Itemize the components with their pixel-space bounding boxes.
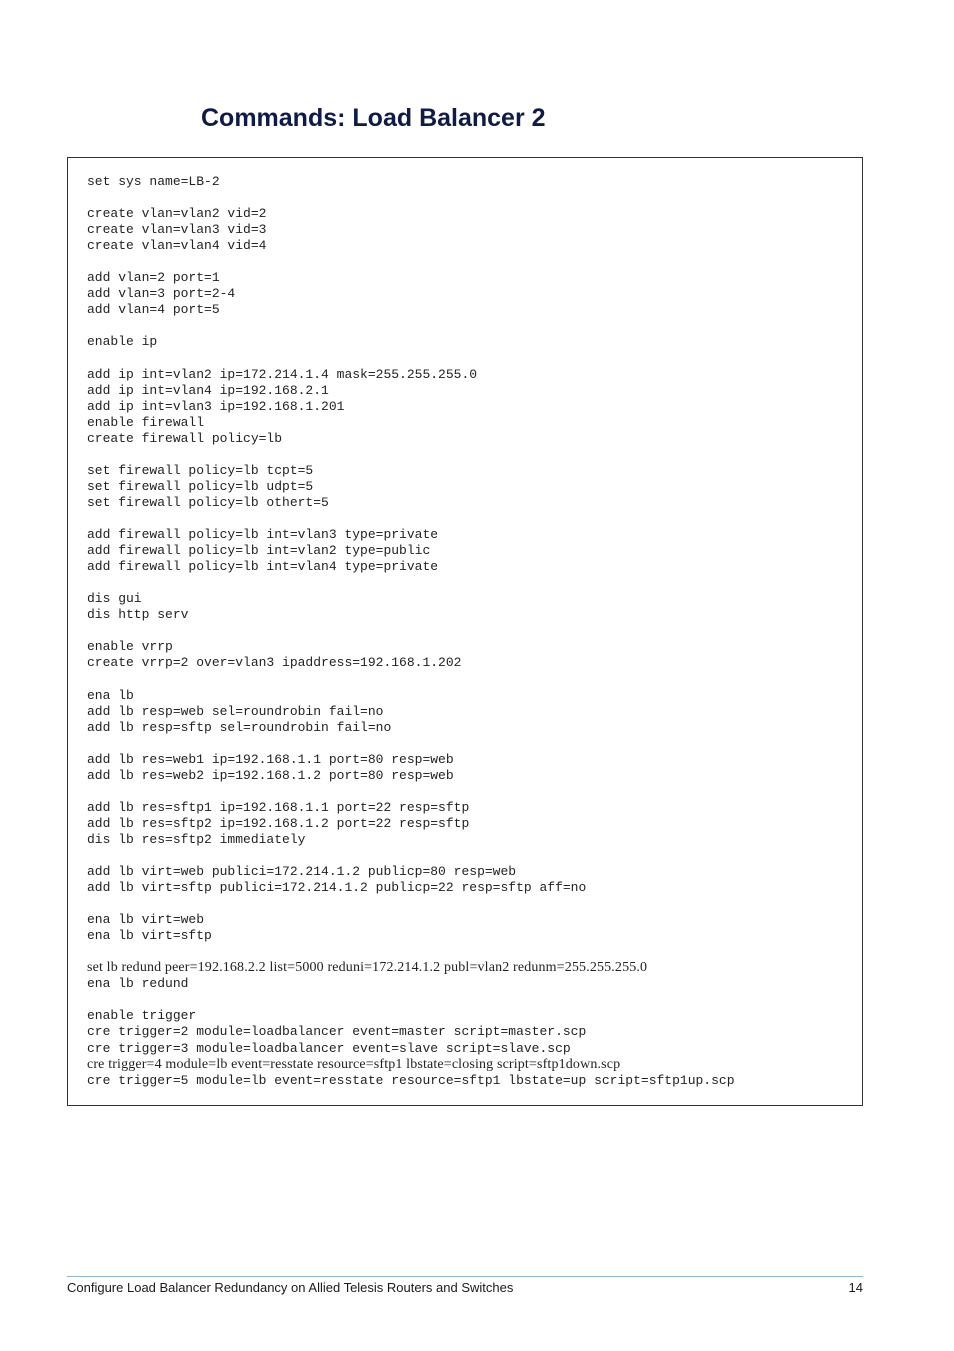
code-line: ena lb bbox=[87, 687, 134, 703]
command-listing-box bbox=[67, 157, 863, 1106]
code-line: add vlan=2 port=1 bbox=[87, 270, 220, 286]
code-line: cre trigger=4 module=lb event=resstate resource=sftp1 lbstate=closing script=sftp1down.scp bbox=[87, 1056, 621, 1072]
code-line: set lb redund peer=192.168.2.2 list=5000 reduni=172.214.1.2 publ=vlan2 redunm=255.255.255.0 bbox=[87, 960, 648, 976]
code-line: add firewall policy=lb int=vlan4 type=private bbox=[87, 559, 439, 575]
footer-page-number: 14 bbox=[848, 1280, 863, 1295]
code-line: add lb virt=web publici=172.214.1.2 publicp=80 resp=web bbox=[87, 864, 517, 880]
command-lines bbox=[87, 174, 857, 1089]
code-line: add ip int=vlan3 ip=192.168.1.201 bbox=[87, 398, 345, 414]
code-line: set firewall policy=lb udpt=5 bbox=[87, 478, 314, 494]
page-title: Commands: Load Balancer 2 bbox=[201, 104, 546, 132]
code-line bbox=[87, 736, 857, 752]
code-line: enable trigger bbox=[87, 1008, 197, 1024]
code-line: dis http serv bbox=[87, 607, 189, 623]
code-line bbox=[87, 511, 857, 527]
code-line: set firewall policy=lb tcpt=5 bbox=[87, 462, 314, 478]
code-line: create vrrp=2 over=vlan3 ipaddress=192.168.1.202 bbox=[87, 655, 462, 671]
code-line: cre trigger=5 module=lb event=resstate resource=sftp1 lbstate=up script=sftp1up.scp bbox=[87, 1072, 735, 1088]
code-line: enable ip bbox=[87, 334, 158, 350]
code-line: enable vrrp bbox=[87, 639, 173, 655]
code-line: create vlan=vlan2 vid=2 bbox=[87, 206, 267, 222]
code-line bbox=[87, 318, 857, 334]
code-line bbox=[87, 351, 857, 367]
code-line bbox=[87, 671, 857, 687]
code-line bbox=[87, 447, 857, 463]
code-line bbox=[87, 848, 857, 864]
code-line bbox=[87, 896, 857, 912]
code-line: cre trigger=3 module=loadbalancer event=slave script=slave.scp bbox=[87, 1040, 571, 1056]
code-line: add lb res=web1 ip=192.168.1.1 port=80 resp=web bbox=[87, 751, 454, 767]
code-line: add lb virt=sftp publici=172.214.1.2 publicp=22 resp=sftp aff=no bbox=[87, 880, 587, 896]
code-line bbox=[87, 784, 857, 800]
code-line bbox=[87, 944, 857, 960]
code-line: add lb res=sftp2 ip=192.168.1.2 port=22 resp=sftp bbox=[87, 815, 470, 831]
code-line bbox=[87, 254, 857, 270]
code-line: add vlan=3 port=2-4 bbox=[87, 286, 236, 302]
code-line: add lb res=sftp1 ip=192.168.1.1 port=22 resp=sftp bbox=[87, 799, 470, 815]
code-line: enable firewall bbox=[87, 414, 205, 430]
code-line: set firewall policy=lb othert=5 bbox=[87, 494, 329, 510]
code-line: ena lb redund bbox=[87, 976, 189, 992]
code-line: create vlan=vlan4 vid=4 bbox=[87, 238, 267, 254]
code-line: add firewall policy=lb int=vlan2 type=public bbox=[87, 543, 431, 559]
code-line: ena lb virt=web bbox=[87, 912, 205, 928]
code-line: add ip int=vlan2 ip=172.214.1.4 mask=255.255.255.0 bbox=[87, 366, 478, 382]
code-line: add firewall policy=lb int=vlan3 type=private bbox=[87, 527, 439, 543]
code-line bbox=[87, 992, 857, 1008]
code-line: add lb resp=web sel=roundrobin fail=no bbox=[87, 703, 384, 719]
code-line: add ip int=vlan4 ip=192.168.2.1 bbox=[87, 382, 329, 398]
code-line: cre trigger=2 module=loadbalancer event=master script=master.scp bbox=[87, 1024, 587, 1040]
code-line: add lb res=web2 ip=192.168.1.2 port=80 resp=web bbox=[87, 767, 454, 783]
code-line: add vlan=4 port=5 bbox=[87, 302, 220, 318]
footer-document-title: Configure Load Balancer Redundancy on Allied Telesis Routers and Switches bbox=[67, 1280, 514, 1295]
code-line bbox=[87, 190, 857, 206]
code-line: add lb resp=sftp sel=roundrobin fail=no bbox=[87, 719, 392, 735]
code-line bbox=[87, 575, 857, 591]
footer-divider bbox=[67, 1276, 863, 1277]
code-line: dis gui bbox=[87, 591, 142, 607]
code-line bbox=[87, 623, 857, 639]
code-line: create vlan=vlan3 vid=3 bbox=[87, 222, 267, 238]
code-line: ena lb virt=sftp bbox=[87, 928, 212, 944]
code-line: create firewall policy=lb bbox=[87, 430, 283, 446]
code-line: set sys name=LB-2 bbox=[87, 174, 220, 189]
code-line: dis lb res=sftp2 immediately bbox=[87, 831, 306, 847]
